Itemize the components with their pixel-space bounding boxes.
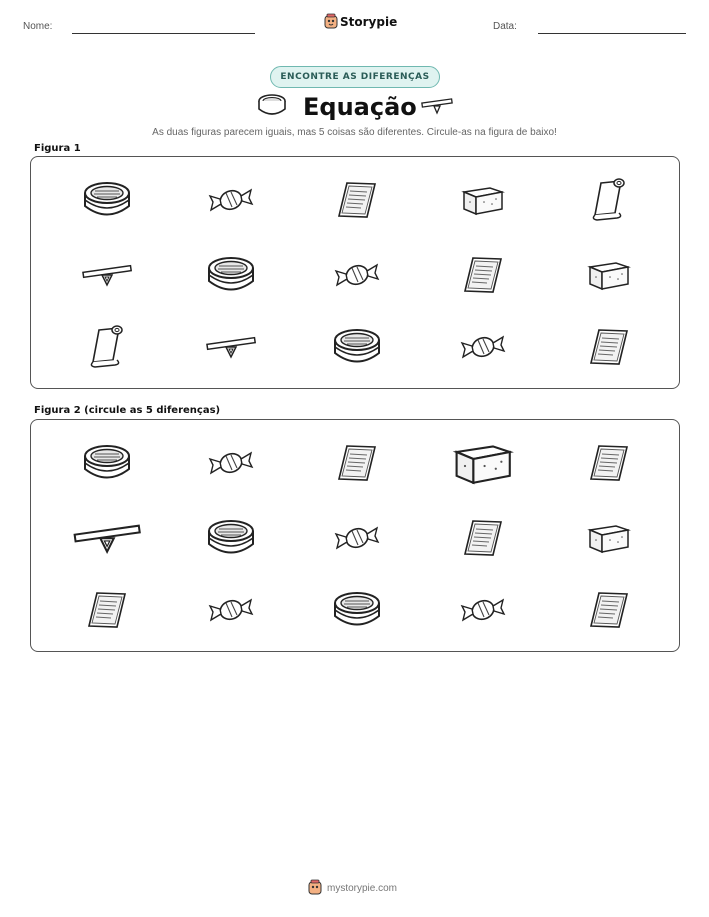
paper-pad-icon[interactable] — [453, 513, 513, 563]
candy-icon — [453, 322, 513, 372]
brand-name: Storypie — [340, 15, 398, 29]
figure-2-panel[interactable] — [30, 419, 680, 652]
figure-1-label: Figura 1 — [34, 143, 81, 154]
footer-url: mystorypie.com — [327, 883, 398, 894]
storypie-logo-icon — [307, 879, 323, 895]
sponge-block-icon[interactable] — [453, 438, 513, 488]
storypie-logo-icon — [323, 13, 339, 29]
sponge-block-icon — [579, 250, 639, 300]
seesaw-icon — [201, 322, 261, 372]
name-line[interactable] — [72, 33, 255, 34]
ring-basket-icon[interactable] — [77, 438, 137, 488]
candy-icon[interactable] — [453, 585, 513, 635]
figure-2-label: Figura 2 (circule as 5 diferenças) — [34, 405, 221, 416]
activity-badge: ENCONTRE AS DIFERENÇAS — [270, 66, 440, 88]
figure-1-panel — [30, 156, 680, 389]
seesaw-icon[interactable] — [77, 513, 137, 563]
scroll-icon — [77, 322, 137, 372]
seesaw-icon — [420, 96, 454, 116]
candy-icon — [327, 250, 387, 300]
seesaw-icon — [77, 250, 137, 300]
paper-pad-icon[interactable] — [579, 585, 639, 635]
paper-pad-icon — [453, 250, 513, 300]
paper-pad-icon — [327, 175, 387, 225]
candy-icon — [201, 175, 261, 225]
candy-icon[interactable] — [327, 513, 387, 563]
ring-basket-icon — [77, 175, 137, 225]
date-line[interactable] — [538, 33, 686, 34]
ring-basket-icon[interactable] — [201, 513, 261, 563]
candy-icon[interactable] — [201, 438, 261, 488]
candy-icon[interactable] — [201, 585, 261, 635]
sponge-block-icon[interactable] — [579, 513, 639, 563]
paper-pad-icon[interactable] — [327, 438, 387, 488]
page-title: Equação — [303, 93, 417, 121]
ring-basket-icon[interactable] — [327, 585, 387, 635]
ring-basket-icon — [257, 93, 287, 119]
ring-basket-icon — [201, 250, 261, 300]
paper-pad-icon[interactable] — [579, 438, 639, 488]
ring-basket-icon — [327, 322, 387, 372]
paper-pad-icon[interactable] — [77, 585, 137, 635]
name-label: Nome: — [23, 21, 53, 32]
paper-pad-icon — [579, 322, 639, 372]
scroll-icon — [579, 175, 639, 225]
instructions: As duas figuras parecem iguais, mas 5 coisas são diferentes. Circule-as na figura de baixo! — [152, 127, 557, 138]
sponge-block-icon — [453, 175, 513, 225]
date-label: Data: — [493, 21, 517, 32]
